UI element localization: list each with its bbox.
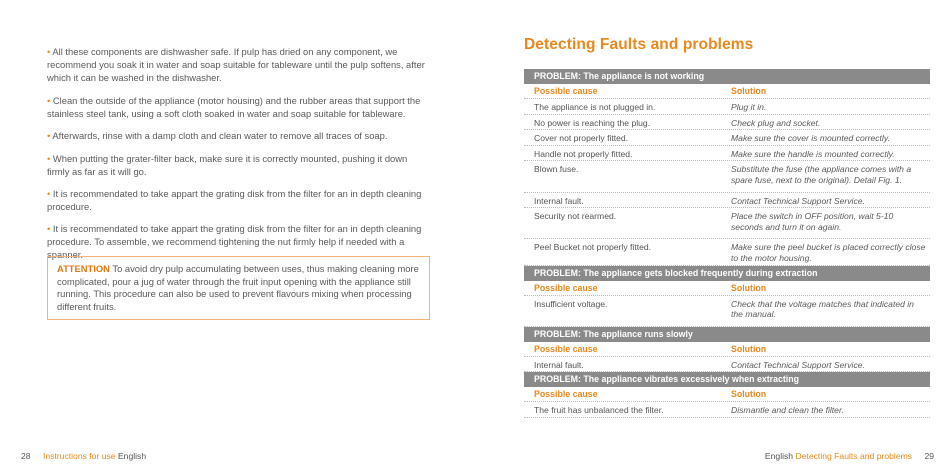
right-page-content	[524, 36, 930, 418]
column-header-solution: Solution	[731, 86, 767, 96]
column-header-cause: Possible cause	[534, 282, 598, 293]
page-title: Detecting Faults and problems	[524, 36, 754, 53]
table-row	[524, 146, 930, 162]
bullet-item	[47, 45, 431, 84]
table-row	[524, 402, 930, 418]
table-row	[524, 161, 930, 192]
column-header-cause: Possible cause	[534, 86, 598, 96]
solution-cell: Contact Technical Support Service.	[731, 359, 865, 370]
cause-cell: Insufficient voltage.	[534, 298, 608, 309]
column-header-solution: Solution	[731, 282, 767, 293]
solution-cell: Check plug and socket.	[731, 117, 821, 128]
column-header-cause: Possible cause	[534, 389, 598, 400]
bullet-item	[47, 94, 431, 120]
cause-cell: Internal fault.	[534, 195, 584, 206]
attention-text: To avoid dry pulp accumulating between uses, thus making cleaning more complicated, pour a jug of water through the fruit input opening with the appliance still running. This procedure can also be used to prevent flavours mixing when processing different fruits.	[57, 263, 419, 312]
solution-cell: Contact Technical Support Service.	[731, 195, 865, 206]
cause-cell: Handle not properly fitted.	[534, 148, 633, 159]
cause-cell: Internal fault.	[534, 359, 584, 370]
problem-section	[524, 327, 930, 373]
solution-cell: Make sure the handle is mounted correctly.	[731, 148, 895, 159]
cause-cell: Security not rearmed.	[534, 211, 617, 222]
bullet-icon: •	[47, 130, 51, 142]
column-header-solution: Solution	[731, 389, 767, 400]
table-row	[524, 115, 930, 131]
problem-heading: PROBLEM: The appliance vibrates excessively when extracting	[524, 372, 930, 387]
solution-cell: Make sure the cover is mounted correctly.	[731, 133, 890, 144]
footer-right	[765, 451, 934, 461]
cause-cell: No power is reaching the plug.	[534, 117, 651, 128]
problem-heading: PROBLEM: The appliance is not working	[524, 69, 930, 84]
attention-label: ATTENTION	[57, 263, 110, 274]
table-row	[524, 239, 930, 265]
table-row	[524, 357, 930, 373]
bullet-text: It is recommendated to take appart the grating disk from the filter for an in depth cleaning procedure. To assemble, we recommend tightening the nut firmly help if needed with a spanner.	[47, 223, 422, 261]
bullet-icon: •	[47, 152, 51, 164]
table-header-row	[524, 84, 930, 99]
problem-heading: PROBLEM: The appliance gets blocked frequently during extraction	[524, 266, 930, 281]
bullet-icon: •	[47, 94, 51, 106]
table-row	[524, 208, 930, 239]
bullet-text: When putting the grater-filter back, make sure it is correctly mounted, pushing it down firmly as far as it will go.	[47, 152, 408, 177]
bullet-item	[47, 187, 431, 213]
column-header-solution: Solution	[731, 343, 767, 354]
problem-section	[524, 266, 930, 327]
cause-cell: Cover not properly fitted.	[534, 133, 629, 144]
table-header-row	[524, 387, 930, 402]
footer-section-left: Instructions for use	[42, 451, 116, 461]
problem-heading: PROBLEM: The appliance runs slowly	[524, 327, 930, 342]
bullet-text: Clean the outside of the appliance (motor housing) and the rubber areas that support the stainless steel tank, using a soft cloth soaked in water and soap suitable for tableware.	[47, 94, 421, 119]
footer-section-right: Detecting Faults and problems	[795, 451, 913, 461]
solution-cell: Dismantle and clean the filter.	[731, 405, 844, 416]
cause-cell: Peel Bucket not properly fitted.	[534, 242, 652, 253]
footer-language-right: English	[764, 451, 794, 461]
bullet-text: All these components are dishwasher safe. If pulp has dried on any component, we recommend you soak it in water and soap suitable for tableware until the pulp softens, after which it can be washed in the dishwasher.	[47, 46, 425, 84]
table-header-row	[524, 342, 930, 357]
page-number-left: 28	[21, 451, 31, 461]
table-row	[524, 296, 930, 327]
page-number-right: 29	[924, 451, 934, 461]
column-header-cause: Possible cause	[534, 343, 598, 354]
solution-cell: Place the switch in OFF position, wait 5-10 seconds and turn it on again.	[731, 211, 894, 232]
table-row	[524, 130, 930, 146]
table-header-row	[524, 281, 930, 296]
bullet-item	[47, 152, 431, 178]
problem-section	[524, 372, 930, 418]
bullet-text: It is recommendated to take appart the grating disk from the filter for an in depth cleaning procedure.	[47, 187, 422, 212]
solution-cell: Substitute the fuse (the appliance comes with a spare fuse, next to the original). Detail Fig. 1.	[731, 164, 912, 185]
table-row	[524, 193, 930, 209]
left-page-content	[47, 36, 431, 269]
solution-cell: Make sure the peel bucket is placed correctly close to the motor housing.	[731, 242, 926, 263]
bullet-text: Afterwards, rinse with a damp cloth and clean water to remove all traces of soap.	[52, 130, 388, 142]
bullet-icon: •	[47, 187, 51, 199]
solution-cell: Plug it in.	[731, 102, 767, 112]
solution-cell: Check that the voltage matches that indicated in the manual.	[731, 298, 914, 320]
footer-language-left: English	[117, 451, 147, 461]
bullet-icon: •	[47, 223, 51, 235]
cause-cell: Blown fuse.	[534, 164, 579, 175]
problem-section	[524, 69, 930, 266]
cause-cell: The fruit has unbalanced the filter.	[534, 405, 664, 416]
attention-box	[47, 256, 430, 320]
cause-cell: The appliance is not plugged in.	[534, 102, 656, 112]
table-row	[524, 99, 930, 115]
bullet-icon: •	[47, 46, 51, 58]
footer-left	[21, 451, 146, 461]
bullet-item	[47, 129, 431, 142]
